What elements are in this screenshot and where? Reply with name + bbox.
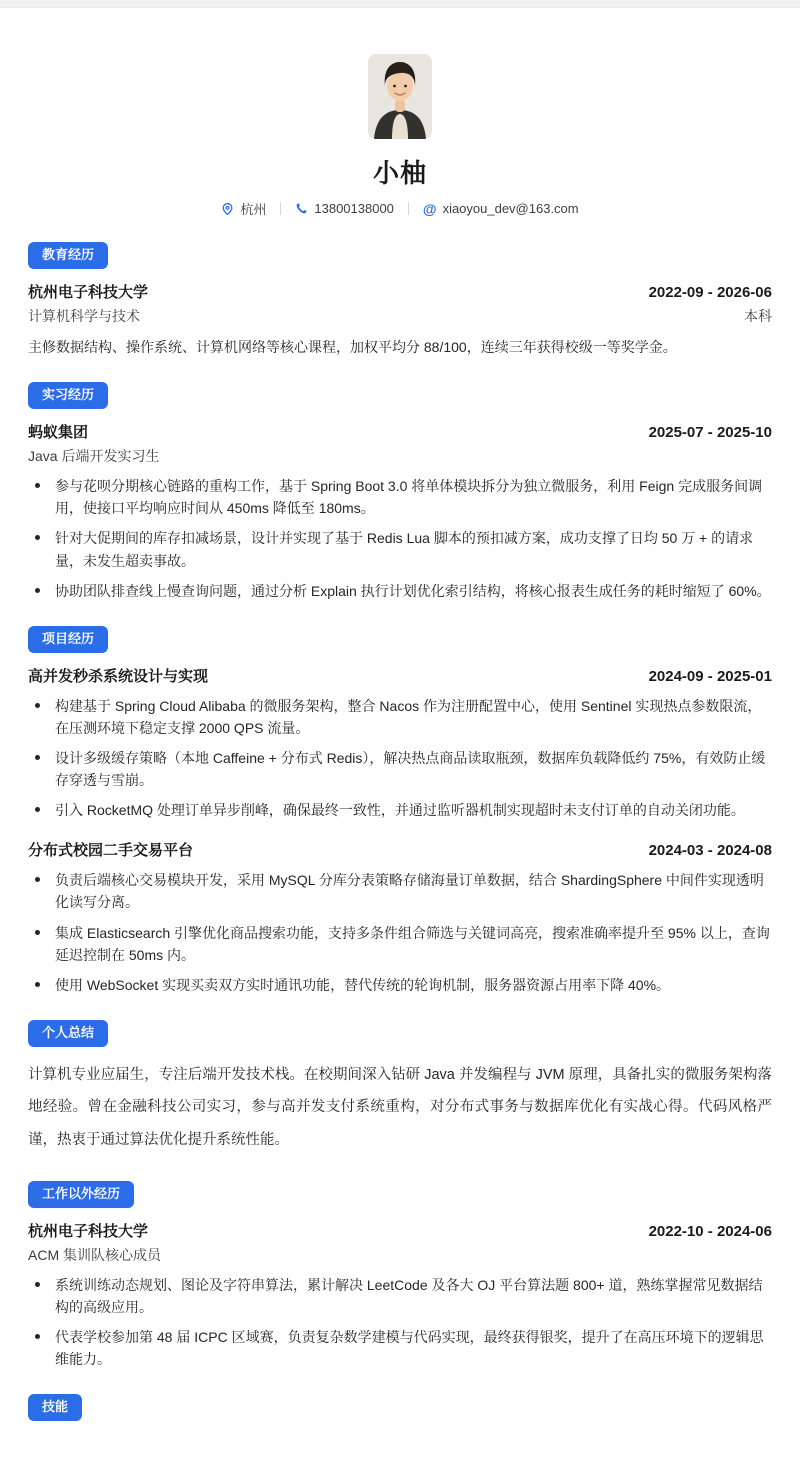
- degree-level: 本科: [744, 307, 772, 324]
- bullet-item: 构建基于 Spring Cloud Alibaba 的微服务架构，整合 Nacos 作为注册配置中心，使用 Sentinel 实现热点参数限流，在压测环境下稳定支撑 2000 QPS 流量。: [28, 695, 772, 739]
- bullet-item: 引入 RocketMQ 处理订单异步削峰，确保最终一致性，并通过监听器机制实现超时未支付订单的自动关闭功能。: [28, 799, 772, 821]
- education-description: 主修数据结构、操作系统、计算机网络等核心课程，加权平均分 88/100，连续三年获得校级一等奖学金。: [28, 338, 677, 355]
- project-name: 高并发秒杀系统设计与实现: [28, 667, 209, 685]
- extracurricular-bullets: [28, 1274, 772, 1370]
- school-name: 杭州电子科技大学: [28, 283, 149, 301]
- section-badge: 个人总结: [28, 1020, 108, 1047]
- project-name: 分布式校园二手交易平台: [28, 842, 194, 860]
- section-badge: 项目经历: [28, 626, 108, 653]
- candidate-name: 小柚: [372, 158, 427, 188]
- extracurricular-role: ACM 集训队核心成员: [28, 1246, 161, 1263]
- summary-paragraph: 计算机专业应届生，专注后端开发技术栈。在校期间深入钻研 Java 并发编程与 JVM 原理，具备扎实的微服务架构落地经验。曾在金融科技公司实习，参与高并发支付系统重构，对分布式事务与数据库优化有实战心得。代码风格严谨，热衷于通过算法优化提升系统性能。: [28, 1066, 772, 1149]
- project-date: 2024-03 - 2024-08: [648, 842, 772, 860]
- major-name: 计算机科学与技术: [28, 307, 140, 324]
- section-education: [28, 242, 772, 358]
- section-badge: 教育经历: [28, 242, 108, 269]
- section-summary: [28, 1020, 772, 1157]
- contact-email-text: xiaoyou_dev@163.com: [442, 201, 579, 216]
- contact-email: [423, 201, 579, 216]
- email-icon: @: [422, 200, 437, 217]
- bullet-item: 设计多级缓存策略（本地 Caffeine + 分布式 Redis），解决热点商品读取瓶颈，数据库负载降低约 75%，有效防止缓存穿透与雪崩。: [28, 747, 772, 791]
- contact-row: [28, 199, 772, 218]
- profile-photo: [368, 54, 432, 139]
- project-bullets: [28, 695, 772, 822]
- project-bullets: [28, 869, 772, 996]
- internship-entry: [28, 421, 772, 602]
- bullet-item: 参与花呗分期核心链路的重构工作，基于 Spring Boot 3.0 将单体模块拆分为独立微服务，利用 Feign 完成服务间调用，使接口平均响应时间从 450ms 降低至 180ms。: [28, 475, 772, 519]
- extracurricular-entry: [28, 1220, 772, 1370]
- resume-header: [28, 54, 772, 218]
- section-badge: 实习经历: [28, 382, 108, 409]
- resume-page: [0, 8, 800, 1461]
- bullet-item: 使用 WebSocket 实现买卖双方实时通讯功能，替代传统的轮询机制，服务器资源占用率下降 40%。: [28, 974, 772, 996]
- section-projects: [28, 626, 772, 996]
- internship-role: Java 后端开发实习生: [28, 448, 160, 465]
- internship-date: 2025-07 - 2025-10: [648, 424, 772, 442]
- education-entry: [28, 281, 772, 358]
- contact-divider: [408, 202, 409, 215]
- bullet-item: 协助团队排查线上慢查询问题，通过分析 Explain 执行计划优化索引结构，将核心报表生成任务的耗时缩短了 60%。: [28, 580, 772, 602]
- company-name: 蚂蚁集团: [28, 424, 89, 442]
- section-internship: [28, 382, 772, 601]
- contact-divider: [280, 202, 281, 215]
- bullet-item: 系统训练动态规划、图论及字符串算法，累计解决 LeetCode 及各大 OJ 平台算法题 800+ 道，熟练掌握常见数据结构的高级应用。: [28, 1274, 772, 1318]
- contact-location-text: 杭州: [240, 202, 267, 217]
- bullet-item: 针对大促期间的库存扣减场景，设计并实现了基于 Redis Lua 脚本的预扣减方案，成功支撑了日均 50 万 + 的请求量，未发生超卖事故。: [28, 527, 772, 571]
- bullet-item: 集成 Elasticsearch 引擎优化商品搜索功能，支持多条件组合筛选与关键词高亮，搜索准确率提升至 95% 以上，查询延迟控制在 50ms 内。: [28, 922, 772, 966]
- contact-phone-text: 13800138000: [314, 201, 394, 216]
- section-extracurricular: [28, 1181, 772, 1370]
- section-badge: 工作以外经历: [28, 1181, 134, 1208]
- location-icon: [221, 202, 234, 216]
- section-skills: [28, 1394, 772, 1421]
- bullet-item: 代表学校参加第 48 届 ICPC 区域赛，负责复杂数学建模与代码实现，最终获得银奖，提升了在高压环境下的逻辑思维能力。: [28, 1326, 772, 1370]
- project-entry: [28, 665, 772, 822]
- contact-location: [221, 199, 266, 218]
- organization-name: 杭州电子科技大学: [28, 1222, 149, 1240]
- project-entry: [28, 839, 772, 996]
- education-date: 2022-09 - 2026-06: [648, 283, 772, 301]
- profile-photo-image: [368, 54, 432, 139]
- section-badge: 技能: [28, 1394, 82, 1421]
- bullet-item: 负责后端核心交易模块开发，采用 MySQL 分库分表策略存储海量订单数据，结合 ShardingSphere 中间件实现透明化读写分离。: [28, 869, 772, 913]
- phone-icon: [295, 202, 308, 215]
- contact-phone: [295, 201, 394, 216]
- extracurricular-date: 2022-10 - 2024-06: [648, 1222, 772, 1240]
- internship-bullets: [28, 475, 772, 602]
- project-date: 2024-09 - 2025-01: [648, 667, 772, 685]
